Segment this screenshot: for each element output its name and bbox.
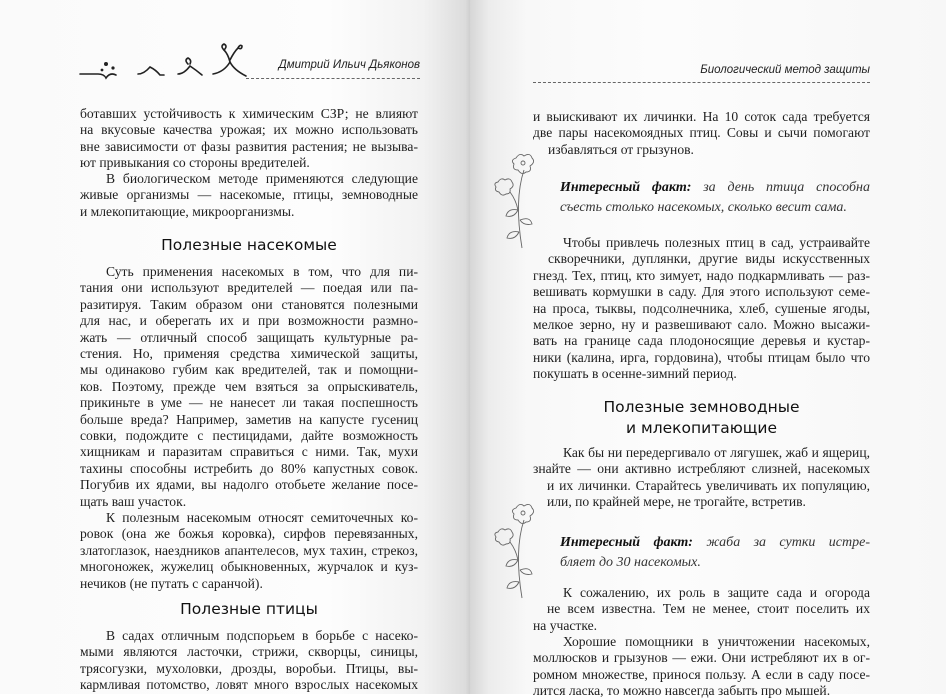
text-line: хищникам и паразитам справиться с ними. Так, мухи [80,444,418,460]
text-line: избавляться от грызунов. [548,141,694,157]
text-line: ники (калина, ирга, гордовина), чтобы птицам было что [533,349,870,365]
text-line: моллюсков и грызунов — ежи. Они истребляют их в ог- [533,650,870,666]
fact-label: Интересный факт: [560,180,692,195]
interesting-fact-birds [560,178,870,198]
text-line: Хорошие помощники в уничтожении насекомых, [563,634,870,649]
fact-text: жаба за сутки истре- [706,535,870,550]
text-line: жать — отличный способ защищать культурные ра- [80,329,418,345]
section-heading-amphibians-line2: и млекопитающие [626,419,777,437]
text-line: В биологическом методе применяются следующие [106,171,418,186]
text-line: В садах отличным подспорьем в борьбе с насеко- [106,628,418,643]
text-line: вешивать кормушки в саду. Для этого используют семе- [533,284,870,300]
text-line: Чтобы привлечь полезных птиц в сад, устраивайте [563,235,870,250]
interesting-fact-toad-cont: бляет до 30 насекомых. [560,555,701,570]
text-line: вать на границе сада плодоносящие деревья и кустар- [533,333,870,349]
text-line: мыми являются ласточки, стрижи, скворцы, синицы, [80,644,418,660]
text-line: вне зависимости от фазы развития растения; не вызыва- [80,138,418,154]
text-line: ботавших устойчивость к химическим СЗР; не влияют [80,106,418,121]
text-line: или, по крайней мере, не трогайте, встретив. [547,494,806,510]
text-line: живые организмы — насекомые, птицы, земноводные [80,187,418,203]
interesting-fact-birds-cont: съесть столько насекомых, сколько весит сама. [560,200,847,215]
text-line: покушать в осенне-зимний период. [533,366,737,382]
running-head-chapter: Биологический метод защиты [700,64,870,76]
right-page [470,0,946,699]
text-line: многоножек, жужелиц обыкновенных, журчалок и куз- [80,559,418,575]
running-head-author: Дмитрий Ильич Дьяконов [278,59,420,71]
section-heading-insects: Полезные насекомые [161,236,337,254]
flower-sprig-icon [492,500,536,600]
left-page [0,0,470,694]
text-line: на вкусовые качества урожая; их можно использовать [80,122,418,138]
interesting-fact-toad [560,533,870,553]
sprouting-plant-ornament-icon [78,42,248,84]
text-line: на проса, тыквы, подсолнечника, хлеб, сушеные ягоды, [533,300,870,316]
text-line: и выискивают их личинки. На 10 соток сада требуется [533,109,870,124]
text-line: стения. Но, применяя средства химической защиты, [80,346,418,361]
text-line: щать ваш участок. [80,493,187,509]
text-line: и млекопитающие, микроорганизмы. [80,203,295,219]
section-heading-amphibians: Полезные земноводные [603,398,800,416]
text-line: лится ласка, то можно навсегда забыть про мышей. [533,683,831,699]
text-line: К сожалению, их роль в защите сада и огорода [563,585,870,600]
text-line: больше вреда? Например, заметив на капусте гусениц [80,411,418,427]
text-line: прикиньте в уме — не нанесет ли такая поспешность [80,395,418,411]
text-line: кармливая потомство, ловят много взрослых насекомых [80,677,418,693]
text-line: мы одинаково губим как вредителей, так и помощни- [80,362,418,378]
text-line: ков. Поэтому, прежде чем взяться за опрыскиватель, [80,378,418,394]
text-line: совки, подождите с пестицидами, дайте возможность [80,428,418,443]
text-line: Как бы ни передергивало от лягушек, жаб и ящериц, [563,445,870,460]
text-line: скворечники, дуплянки, другие виды искусственных [548,251,870,267]
text-line: тахины способны истребить до 80% капустных совок. [80,460,418,476]
text-line: разитируя. Таким образом они становятся полезными [80,296,418,312]
text-line: знайте — они активно истребляют слизней, насекомых [533,461,870,477]
text-line: ромном множестве, принося пользу. А если в саду посе- [533,666,870,682]
text-line: гнезд. Тех, птиц, кто зимует, надо подкармливать — раз- [533,267,870,283]
text-line: К полезным насекомым относят семиточечных ко- [106,510,418,525]
text-line: трясогузки, мухоловки, дрозды, воробьи. Птицы, вы- [80,660,418,676]
text-line: мелкое зерно, ну и развешивают сало. Можно высажи- [533,317,870,332]
text-line: не всем известна. Тем не менее, стоит поселить их [547,601,870,617]
text-line: ровок (она же божья коровка), сирфов перевязанных, [80,526,418,542]
text-line: Суть применения насекомых в том, что для пи- [106,264,418,279]
text-line: на участке. [533,617,598,633]
text-line: ют привыкания со стороны вредителей. [80,155,310,171]
text-line: златоглазок, наездников апантелесов, мух тахин, стрекоз, [80,542,418,558]
flower-sprig-icon [492,150,536,250]
header-divider [246,78,420,79]
fact-label: Интересный факт: [560,535,693,550]
text-line: для нас, и оберегать их и при возможности размно- [80,313,418,329]
text-line: две пары насекомоядных птиц. Совы и сычи помогают [533,125,870,141]
text-line: тания они используют вредителей — поедая или па- [80,280,418,296]
header-divider [533,82,870,83]
fact-text: за день птица способна [703,180,870,195]
section-heading-birds: Полезные птицы [180,600,318,618]
text-line: нечиков (не путать с саранчой). [80,575,263,591]
text-line: и их личинки. Старайтесь увеличивать их популяцию, [547,477,870,493]
text-line: Погубив их ядами, вы надолго отобьете желание посе- [80,477,418,493]
